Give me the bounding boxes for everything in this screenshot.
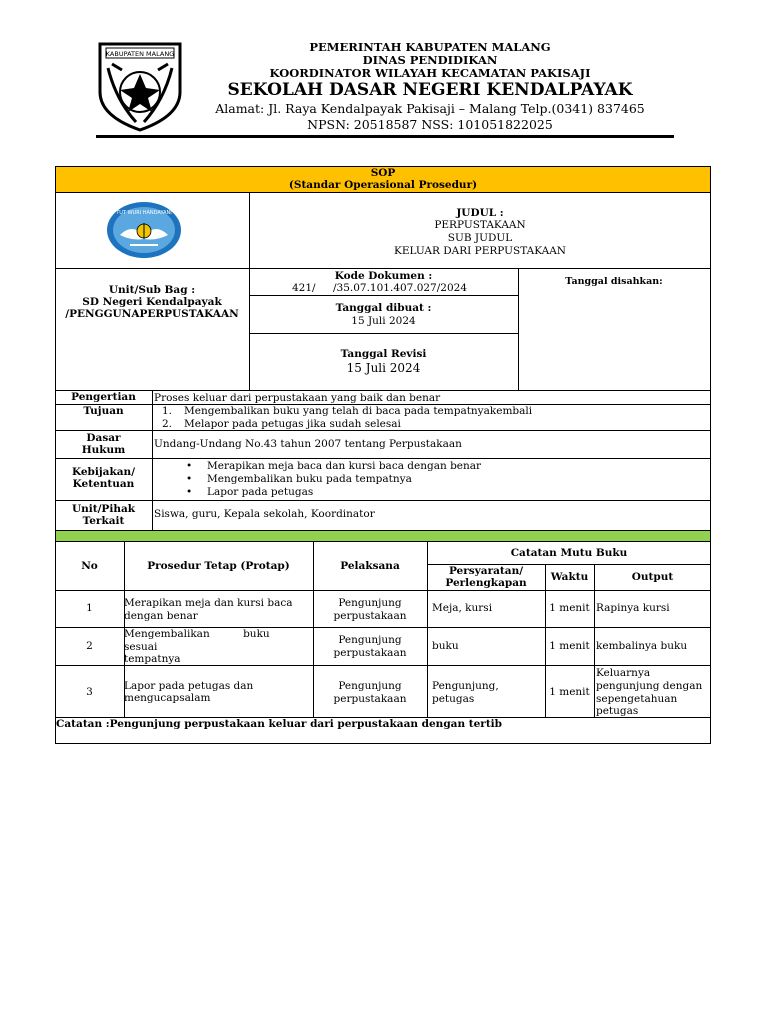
pengertian-label: Pengertian bbox=[71, 391, 136, 403]
row-output: kembalinya buku bbox=[596, 640, 688, 652]
row-persyaratan-line1: Pengunjung, bbox=[432, 680, 499, 692]
unit-pihak-label-2: Terkait bbox=[82, 515, 125, 527]
sop-subtitle: (Standar Operasional Prosedur) bbox=[288, 179, 478, 191]
unit-pihak-value: Siswa, guru, Kepala sekolah, Koordinator bbox=[154, 508, 375, 520]
row-prosedur-line2: mengucapsalam bbox=[124, 692, 211, 704]
dept-line: DINAS PENDIDIKAN bbox=[362, 53, 498, 67]
gov-line: PEMERINTAH KABUPATEN MALANG bbox=[309, 40, 551, 54]
row-prosedur-line1: Mengembalikan buku bbox=[124, 628, 270, 640]
kebijakan-label-2: Ketentuan bbox=[72, 478, 135, 490]
tujuan-num-1: 1. bbox=[162, 405, 173, 417]
bullet-icon: • bbox=[186, 460, 193, 472]
school-address: Alamat: Jl. Raya Kendalpayak Pakisaji – Malang Telp.(0341) 837465 bbox=[215, 101, 645, 116]
row-no: 2 bbox=[86, 640, 93, 652]
header-prosedur: Prosedur Tetap (Protap) bbox=[147, 560, 290, 572]
pengertian-value: Proses keluar dari perpustakaan yang baik dan benar bbox=[154, 392, 441, 404]
row-output-line3: sepengetahuan bbox=[596, 693, 678, 705]
kode-prefix: 421/ bbox=[292, 282, 316, 294]
tujuan-item-2: Melapor pada petugas jika sudah selesai bbox=[184, 418, 401, 430]
row-no: 1 bbox=[86, 602, 93, 614]
unit-line2: /PENGGUNAPERPUSTAKAAN bbox=[65, 308, 239, 320]
dasar-value: Undang-Undang No.43 tahun 2007 tentang Perpustakaan bbox=[154, 438, 462, 450]
row-prosedur-line1: Lapor pada petugas dan bbox=[124, 680, 254, 692]
tujuan-item-1: Mengembalikan buku yang telah di baca pada tempatnyakembali bbox=[184, 405, 533, 417]
row-waktu: 1 menit bbox=[549, 640, 590, 652]
row-pelaksana-line2: perpustakaan bbox=[333, 647, 407, 659]
row-pelaksana-line1: Pengunjung bbox=[338, 634, 402, 646]
tanggal-revisi-label: Tanggal Revisi bbox=[340, 348, 427, 360]
emblem-caption: TUT WURI HANDAYANI bbox=[116, 210, 172, 216]
unit-pihak-label-1: Unit/Pihak bbox=[71, 503, 136, 515]
dasar-label-1: Dasar bbox=[86, 432, 121, 444]
bullet-icon: • bbox=[186, 473, 193, 485]
row-pelaksana-line2: perpustakaan bbox=[333, 610, 407, 622]
sub-judul-label: SUB JUDUL bbox=[447, 232, 513, 244]
coordinator-line: KOORDINATOR WILAYAH KECAMATAN PAKISAJI bbox=[269, 66, 591, 80]
unit-line1: SD Negeri Kendalpayak bbox=[82, 296, 222, 308]
row-persyaratan: Meja, kursi bbox=[432, 602, 493, 614]
row-prosedur-line3: tempatnya bbox=[124, 653, 181, 665]
header-no: No bbox=[81, 560, 98, 572]
catatan-note: Catatan :Pengunjung perpustakaan keluar dari perpustakaan dengan tertib bbox=[56, 718, 502, 730]
unit-label: Unit/Sub Bag : bbox=[108, 284, 196, 296]
kode-label: Kode Dokumen : bbox=[334, 270, 433, 282]
sop-title: SOP bbox=[370, 167, 396, 179]
row-output-line1: Keluarnya bbox=[596, 667, 651, 679]
row-prosedur-line1: Merapikan meja dan kursi baca bbox=[124, 597, 293, 609]
dasar-label-2: Hukum bbox=[81, 444, 126, 456]
kebijakan-item-2: Mengembalikan buku pada tempatnya bbox=[207, 473, 412, 485]
tanggal-dibuat-value: 15 Juli 2024 bbox=[351, 315, 416, 327]
tujuan-label: Tujuan bbox=[83, 405, 124, 417]
green-separator-bar bbox=[55, 530, 711, 541]
row-pelaksana-line1: Pengunjung bbox=[338, 597, 402, 609]
header-catatan-mutu: Catatan Mutu Buku bbox=[510, 547, 628, 559]
row-waktu: 1 menit bbox=[549, 686, 590, 698]
row-output-line2: pengunjung dengan bbox=[596, 680, 703, 692]
row-pelaksana-line1: Pengunjung bbox=[338, 680, 402, 692]
tut-wuri-emblem bbox=[106, 201, 182, 259]
header-waktu: Waktu bbox=[550, 571, 589, 583]
row-waktu: 1 menit bbox=[549, 602, 590, 614]
header-pelaksana: Pelaksana bbox=[340, 560, 400, 572]
header-persyaratan-1: Persyaratan/ bbox=[448, 565, 524, 577]
row-pelaksana-line2: perpustakaan bbox=[333, 693, 407, 705]
row-prosedur-line2: sesuai bbox=[124, 641, 158, 653]
header-output: Output bbox=[631, 571, 674, 583]
kebijakan-label-1: Kebijakan/ bbox=[71, 466, 136, 478]
header-persyaratan-2: Perlengkapan bbox=[445, 577, 527, 589]
judul-label: JUDUL : bbox=[456, 207, 504, 219]
row-no: 3 bbox=[86, 686, 93, 698]
kebijakan-item-1: Merapikan meja baca dan kursi baca dengan benar bbox=[207, 460, 482, 472]
regency-logo bbox=[96, 40, 184, 132]
row-persyaratan: buku bbox=[432, 640, 459, 652]
logo-caption: KABUPATEN MALANG bbox=[105, 50, 175, 58]
letterhead-divider bbox=[96, 135, 674, 138]
tanggal-dibuat-label: Tanggal dibuat : bbox=[335, 302, 432, 314]
school-npsn: NPSN: 20518587 NSS: 101051822025 bbox=[307, 117, 553, 132]
row-output: Rapinya kursi bbox=[596, 602, 670, 614]
row-persyaratan-line2: petugas bbox=[432, 693, 475, 705]
tanggal-disahkan-label: Tanggal disahkan: bbox=[565, 276, 663, 287]
kebijakan-item-3: Lapor pada petugas bbox=[207, 486, 314, 498]
school-name: SEKOLAH DASAR NEGERI KENDALPAYAK bbox=[227, 80, 633, 100]
bullet-icon: • bbox=[186, 486, 193, 498]
sub-judul-value: KELUAR DARI PERPUSTAKAAN bbox=[394, 245, 566, 257]
tujuan-num-2: 2. bbox=[162, 418, 173, 430]
judul-value: PERPUSTAKAAN bbox=[434, 219, 526, 231]
kode-number: /35.07.101.407.027/2024 bbox=[333, 282, 467, 294]
tanggal-revisi-value: 15 Juli 2024 bbox=[346, 361, 421, 375]
row-output-line4: petugas bbox=[596, 705, 639, 717]
row-prosedur-line2: dengan benar bbox=[124, 610, 198, 622]
